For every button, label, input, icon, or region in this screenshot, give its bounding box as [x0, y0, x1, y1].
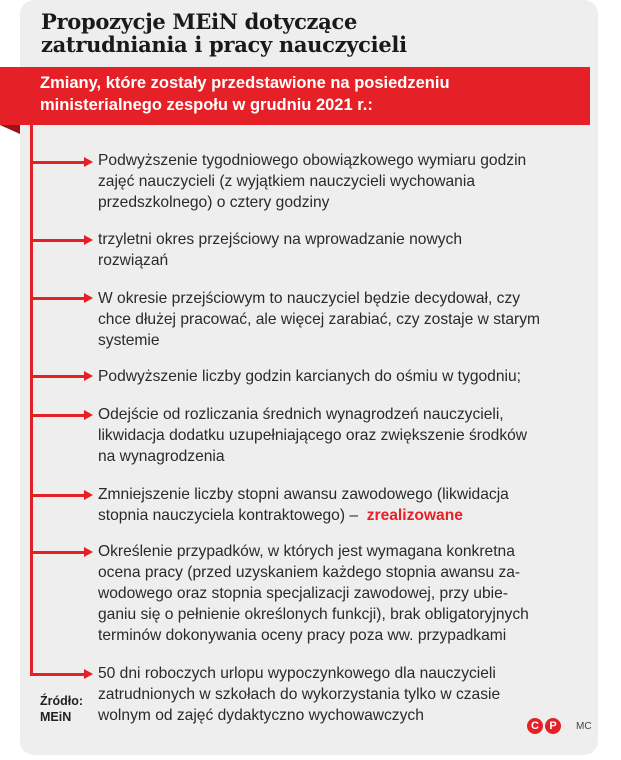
arrow-icon: [30, 494, 85, 497]
list-item: [98, 541, 593, 646]
item-text-line: [98, 505, 593, 526]
list-item: [98, 663, 593, 726]
list-item: [98, 229, 593, 271]
source-label: Źródło:: [40, 694, 84, 708]
item-text-line: wodowego oraz stopnia specjalizacji zawodowej, przy ubie-: [98, 585, 508, 602]
item-text-line: zajęć nauczycieli (z wyjątkiem nauczycieli wychowania: [98, 173, 475, 190]
timeline-line: [30, 125, 33, 676]
copyright-icon: C: [527, 718, 543, 734]
arrow-icon: [30, 375, 85, 378]
item-text-line: Określenie przypadków, w których jest wymagana konkretna: [98, 543, 515, 560]
item-text-line: na wynagrodzenia: [98, 448, 225, 465]
item-text-line: zatrudnionych w szkołach do wykorzystania tylko w czasie: [98, 686, 501, 703]
arrow-icon: [30, 551, 85, 554]
arrow-icon: [30, 239, 85, 242]
subtitle-text: [40, 72, 585, 116]
list-item: [98, 150, 593, 213]
item-text-line: Zmniejszenie liczby stopni awansu zawodowego (likwidacja: [98, 486, 509, 503]
item-text-line: ganiu się o pełnienie określonych funkcji), brak obligatoryjnych: [98, 606, 529, 623]
arrow-icon: [30, 297, 85, 300]
source-note: [40, 693, 83, 725]
arrow-icon: [30, 414, 85, 417]
list-item: [98, 288, 593, 351]
item-text-line: trzyletni okres przejściowy na wprowadzanie nowych: [98, 231, 463, 248]
infographic-title: [41, 10, 407, 56]
item-text-line: W okresie przejściowym to nauczyciel będzie decydował, czy: [98, 290, 521, 307]
banner-fold: [0, 125, 20, 134]
press-icon: P: [545, 718, 561, 734]
item-text-line: przedszkolnego) o cztery godziny: [98, 194, 330, 211]
item-text-line: wolnym od zajęć dydaktyczno wychowawczych: [98, 707, 424, 724]
item-text-line: chce dłużej pracować, ale więcej zarabiać, czy zostaje w starym: [98, 311, 541, 328]
item-text-line: ocena pracy (przed uzyskaniem każdego stopnia awansu za-: [98, 564, 521, 581]
item-text-segment: stopnia nauczyciela kontraktowego) –: [98, 507, 359, 524]
item-text-line: Podwyższenie tygodniowego obowiązkowego wymiaru godzin: [98, 152, 527, 169]
item-text-line: Odejście od rozliczania średnich wynagrodzeń nauczycieli,: [98, 406, 504, 423]
item-text-line: Podwyższenie liczby godzin karcianych do ośmiu w tygodniu;: [98, 368, 521, 385]
arrow-icon: [30, 673, 85, 676]
title-line: Propozycje MEiN dotyczące: [41, 9, 358, 34]
status-badge: zrealizowane: [366, 507, 463, 524]
item-text-line: 50 dni roboczych urlopu wypoczynkowego dla nauczycieli: [98, 665, 496, 682]
author-initials: MC: [576, 721, 592, 732]
list-item: [98, 366, 593, 387]
arrow-icon: [30, 161, 85, 164]
source-value: MEiN: [40, 710, 72, 724]
item-text-line: systemie: [98, 332, 160, 349]
list-item: [98, 484, 593, 526]
subtitle-line: ministerialnego zespołu w grudniu 2021 r.:: [40, 96, 373, 114]
title-line: zatrudniania i pracy nauczycieli: [41, 32, 407, 57]
item-text-line: terminów dokonywania oceny pracy poza ww. przypadkami: [98, 627, 507, 644]
item-text-line: rozwiązań: [98, 252, 169, 269]
subtitle-line: Zmiany, które zostały przedstawione na posiedzeniu: [40, 74, 450, 92]
list-item: [98, 404, 593, 467]
item-text-line: likwidacja dodatku uzupełniającego oraz zwiększenie środków: [98, 427, 528, 444]
